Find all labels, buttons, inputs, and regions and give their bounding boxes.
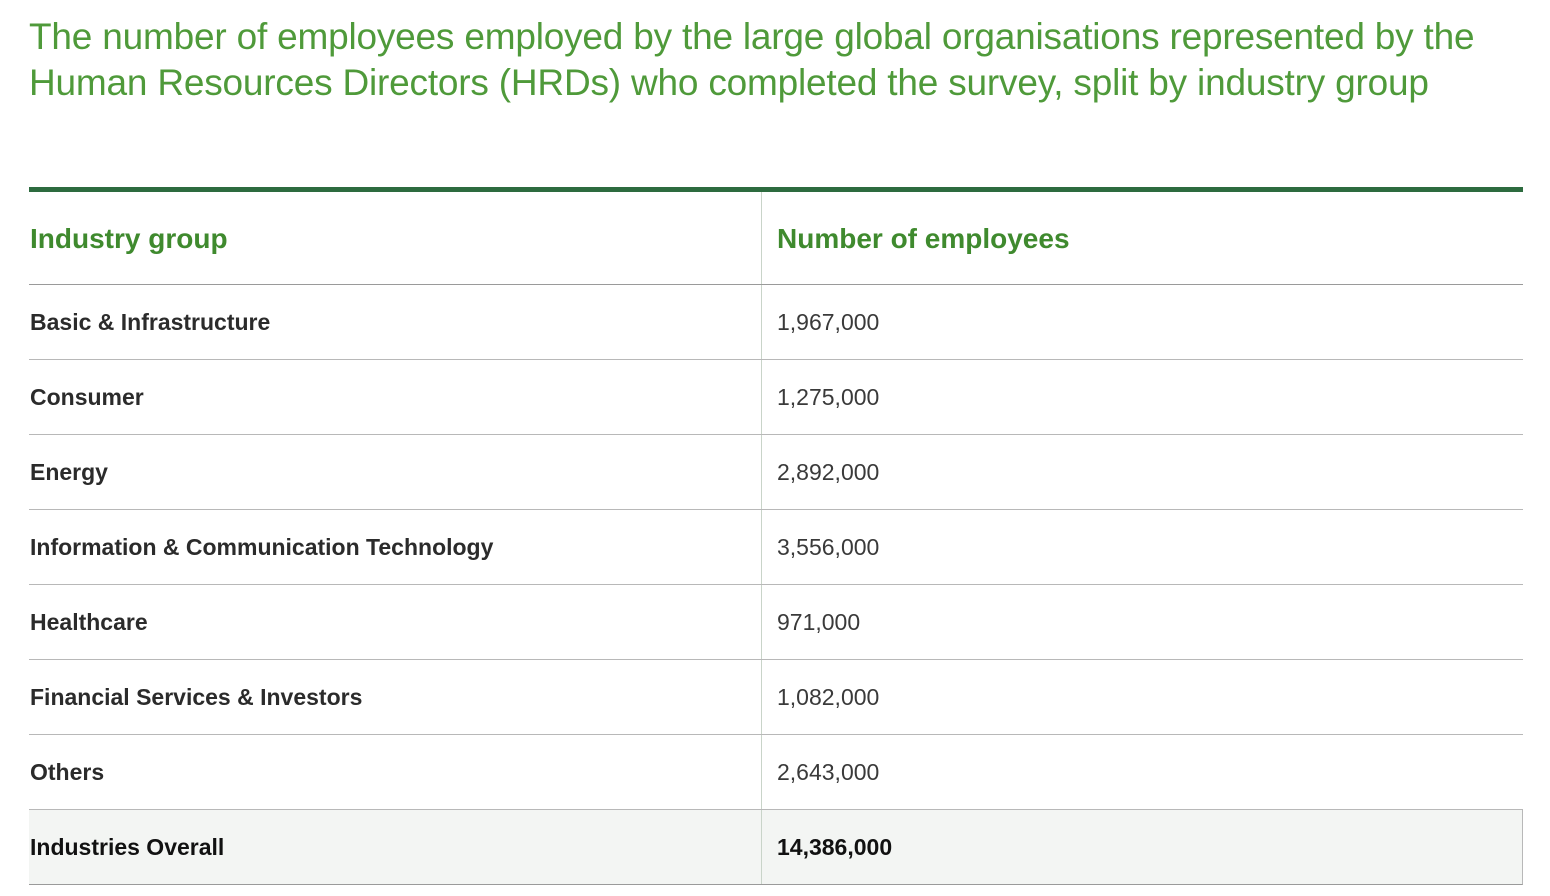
- employees-cell: 2,643,000: [777, 758, 880, 785]
- industry-cell: Healthcare: [29, 585, 762, 659]
- industry-cell: Consumer: [29, 360, 762, 434]
- employees-cell: 1,967,000: [777, 308, 880, 335]
- total-industry-cell: Industries Overall: [29, 810, 762, 884]
- employees-cell: 1,275,000: [777, 383, 880, 410]
- employees-table: [29, 187, 1523, 885]
- table-row: [29, 360, 1523, 435]
- table-row: [29, 585, 1523, 660]
- table-row: [29, 660, 1523, 735]
- industry-cell: Information & Communication Technology: [29, 510, 762, 584]
- industry-cell: Financial Services & Investors: [29, 660, 762, 734]
- industry-cell: Basic & Infrastructure: [29, 285, 762, 359]
- table-row: [29, 735, 1523, 810]
- employees-cell: 3,556,000: [777, 533, 880, 560]
- page-title: The number of employees employed by the large global organisations represented by the Human Resources Directors (HRDs) who completed the survey, split by industry group: [29, 16, 1475, 103]
- column-header-number-of-employees: Number of employees: [777, 223, 1070, 254]
- total-employees-cell: 14,386,000: [777, 833, 893, 860]
- industry-cell: Energy: [29, 435, 762, 509]
- table-total-row: [29, 810, 1523, 885]
- employees-cell: 2,892,000: [777, 458, 880, 485]
- table-row: [29, 435, 1523, 510]
- column-header-industry-group: Industry group: [29, 192, 762, 284]
- table-row: [29, 510, 1523, 585]
- industry-cell: Others: [29, 735, 762, 809]
- employees-cell: 1,082,000: [777, 683, 880, 710]
- table-row: [29, 285, 1523, 360]
- table-header-row: [29, 192, 1523, 285]
- employees-cell: 971,000: [777, 608, 861, 635]
